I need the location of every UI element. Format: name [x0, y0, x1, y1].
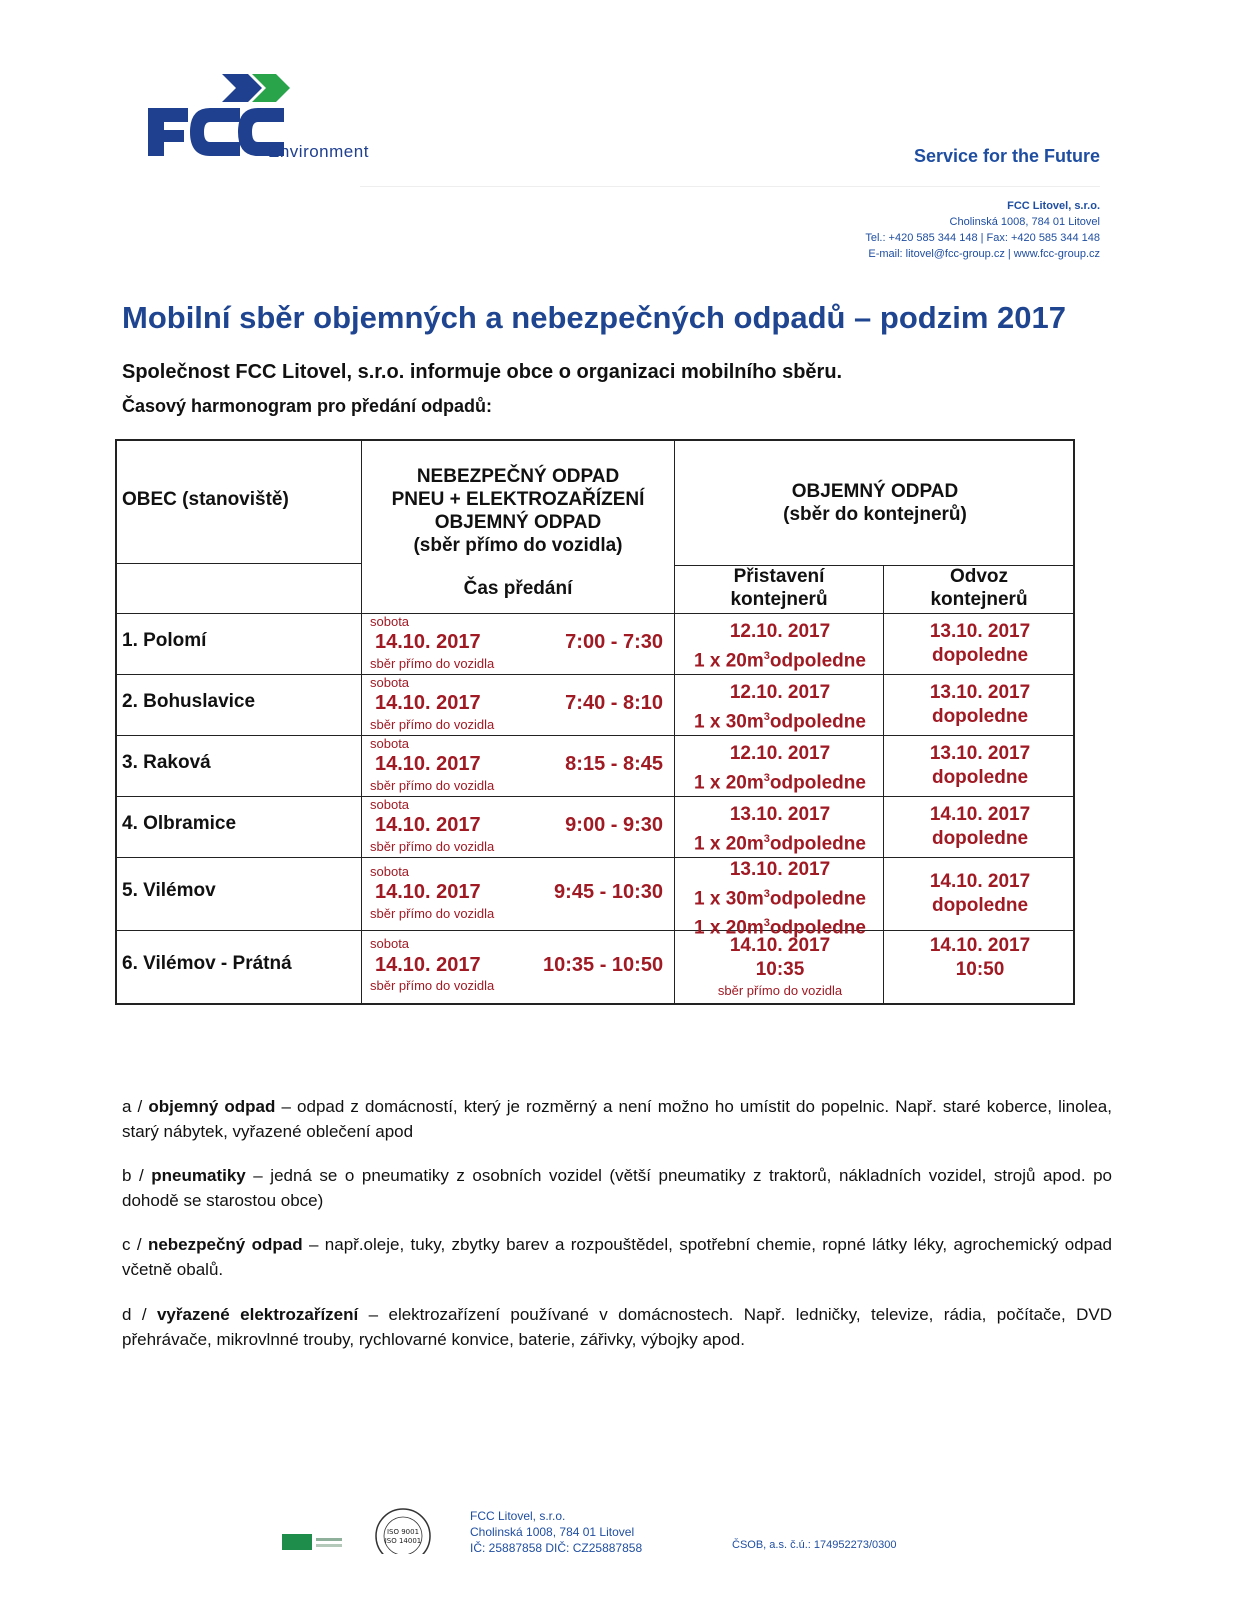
- header-bulky-l1: OBJEMNÝ ODPAD: [791, 481, 959, 502]
- row-placement: [675, 681, 885, 734]
- footnote-tyres: [122, 1163, 1112, 1213]
- volume-when: odpoledne: [769, 917, 866, 939]
- contact-address: Cholinská 1008, 784 01 Litovel: [949, 216, 1100, 228]
- placement-date: 13.10. 2017: [729, 859, 831, 880]
- row-time: 7:40 - 8:10: [565, 692, 663, 714]
- row-divider: [115, 796, 1075, 797]
- row-day: sobota: [370, 797, 410, 812]
- row-time: 9:45 - 10:30: [554, 881, 663, 903]
- footer-bank: ČSOB, a.s. č.ú.: 174952273/0300: [732, 1539, 897, 1551]
- volume-when: odpoledne: [769, 650, 866, 672]
- row-date: 14.10. 2017: [375, 881, 481, 903]
- placement-date: 12.10. 2017: [729, 682, 831, 703]
- certification-badge: [282, 1534, 344, 1550]
- row-day: sobota: [370, 675, 410, 690]
- header-obec: OBEC (stanoviště): [122, 489, 289, 510]
- placement-time: 10:35: [755, 959, 805, 980]
- removal-date: 14.10. 2017: [929, 871, 1031, 892]
- row-day: sobota: [370, 864, 410, 879]
- contact-email: E-mail: litovel@fcc-group.cz | www.fcc-group.cz: [868, 248, 1100, 260]
- volume-when: odpoledne: [769, 711, 866, 733]
- row-note: sběr přímo do vozidla: [370, 717, 495, 732]
- row-divider: [115, 930, 1075, 931]
- row-removal: [885, 803, 1075, 851]
- row-removal: [885, 681, 1075, 729]
- header-hazardous-l2: PNEU + ELEKTROZAŘÍZENÍ: [391, 489, 645, 510]
- row-obec: 3. Raková: [122, 752, 211, 773]
- table-border: [115, 439, 117, 1005]
- row-date: 14.10. 2017: [375, 954, 481, 976]
- row-note: sběr přímo do vozidla: [370, 906, 495, 921]
- table-border: [115, 1003, 1075, 1005]
- volume-when: odpoledne: [769, 888, 866, 910]
- row-time: 7:00 - 7:30: [565, 631, 663, 653]
- footnote-prefix: a /: [122, 1097, 149, 1116]
- removal-time: 10:50: [955, 959, 1005, 980]
- header-hazardous-l3: OBJEMNÝ ODPAD: [434, 512, 602, 533]
- subheader-placement-l2: kontejnerů: [730, 589, 828, 610]
- placement-volume: [675, 766, 885, 795]
- volume-text: 1 x 30m: [694, 711, 764, 733]
- placement-date: 13.10. 2017: [729, 804, 831, 825]
- header-divider: [360, 186, 1100, 187]
- subheader-removal-l1: Odvoz: [949, 566, 1009, 587]
- row-placement: [675, 803, 885, 856]
- iso-seal-icon: [373, 1506, 433, 1554]
- volume-sup: 3: [763, 888, 770, 900]
- row-divider: [115, 563, 361, 564]
- row-time: 9:00 - 9:30: [565, 814, 663, 836]
- subheader-placement: [675, 565, 883, 611]
- volume-when: odpoledne: [769, 833, 866, 855]
- removal-when: dopoledne: [931, 828, 1029, 849]
- row-day: sobota: [370, 736, 410, 751]
- volume-text: 1 x 20m: [694, 650, 764, 672]
- removal-date: 13.10. 2017: [929, 621, 1031, 642]
- row-placement: [675, 934, 885, 1000]
- volume-sup: 3: [763, 772, 770, 784]
- page-title: Mobilní sběr objemných a nebezpečných odpadů – podzim 2017: [122, 300, 1066, 335]
- placement-volume: [675, 705, 885, 734]
- volume-text: 1 x 20m: [694, 833, 764, 855]
- removal-date: 13.10. 2017: [929, 743, 1031, 764]
- placement-volume: [675, 882, 885, 911]
- row-divider: [115, 613, 1075, 614]
- row-date: 14.10. 2017: [375, 814, 481, 836]
- row-note: sběr přímo do vozidla: [370, 839, 495, 854]
- row-note: sběr přímo do vozidla: [370, 656, 495, 671]
- removal-date: 14.10. 2017: [929, 804, 1031, 825]
- header-bulky-l2: (sběr do kontejnerů): [783, 504, 967, 525]
- row-obec: 5. Vilémov: [122, 880, 216, 901]
- footnote-prefix: d /: [122, 1305, 157, 1324]
- contact-company: FCC Litovel, s.r.o.: [1007, 200, 1100, 212]
- iso-seal-line2: ISO 14001: [384, 1537, 422, 1545]
- header-hazardous: [362, 465, 674, 557]
- subheader-time: Čas předání: [463, 578, 573, 599]
- footnote-text: – elektrozařízení používané v domácnostech. Např. ledničky, televize, rádia, počítače, DVD přehrávače, mikrovlnné trouby, rychlovarné konvice, baterie, zářivky, výbojky apod.: [122, 1305, 1112, 1349]
- row-obec: 1. Polomí: [122, 630, 207, 651]
- placement-note: sběr přímo do vozidla: [717, 983, 843, 998]
- subheader-removal-l2: kontejnerů: [930, 589, 1028, 610]
- row-divider: [115, 735, 1075, 736]
- badge-icon: [282, 1534, 344, 1550]
- footnote-term: vyřazené elektrozařízení: [156, 1305, 359, 1324]
- placement-date: 14.10. 2017: [729, 935, 831, 956]
- tagline: Service for the Future: [913, 146, 1100, 166]
- row-obec: 2. Bohuslavice: [122, 691, 256, 712]
- subheader-placement-l1: Přistavení: [733, 566, 825, 587]
- footnote-electro: [122, 1302, 1112, 1352]
- footnote-bulky: [122, 1094, 1112, 1144]
- row-date: 14.10. 2017: [375, 753, 481, 775]
- footnote-term: nebezpečný odpad: [147, 1235, 303, 1254]
- row-divider: [115, 674, 1075, 675]
- schedule-caption: Časový harmonogram pro předání odpadů:: [122, 396, 493, 416]
- iso-seal: [373, 1506, 433, 1554]
- iso-seal-line1: ISO 9001: [386, 1528, 420, 1536]
- row-removal: [885, 742, 1075, 790]
- row-placement: [675, 620, 885, 673]
- removal-when: dopoledne: [931, 767, 1029, 788]
- placement-volume: [675, 644, 885, 673]
- removal-when: dopoledne: [931, 645, 1029, 666]
- volume-sup: 3: [763, 711, 770, 723]
- row-divider: [115, 857, 1075, 858]
- removal-date: 14.10. 2017: [929, 935, 1031, 956]
- volume-sup: 3: [763, 917, 770, 930]
- header-hazardous-l4: (sběr přímo do vozidla): [413, 535, 623, 556]
- footer-address: [470, 1508, 642, 1556]
- row-removal: [885, 934, 1075, 982]
- footer-company: FCC Litovel, s.r.o.: [470, 1509, 566, 1523]
- brand-word: Environment: [268, 142, 369, 161]
- intro-text: Společnost FCC Litovel, s.r.o. informuje obce o organizaci mobilního sběru.: [122, 361, 843, 383]
- removal-date: 13.10. 2017: [929, 682, 1031, 703]
- volume-text: 1 x 20m: [694, 772, 764, 794]
- row-time: 10:35 - 10:50: [543, 954, 664, 976]
- volume-sup: 3: [763, 650, 770, 662]
- row-removal: [885, 870, 1075, 918]
- row-obec: 4. Olbramice: [122, 813, 237, 834]
- row-day: sobota: [370, 936, 410, 951]
- footnote-text: – např.oleje, tuky, zbytky barev a rozpouštědel, spotřební chemie, ropné látky léky, agrochemický odpad včetně obalů.: [122, 1235, 1113, 1279]
- row-day: sobota: [370, 614, 410, 629]
- volume-when: odpoledne: [769, 772, 866, 794]
- row-removal: [885, 620, 1075, 668]
- footnote-term: pneumatiky: [151, 1166, 246, 1185]
- row-obec: 6. Vilémov - Prátná: [122, 953, 292, 974]
- row-date: 14.10. 2017: [375, 631, 481, 653]
- contact-block: [640, 198, 1100, 262]
- volume-text: 1 x 20m: [694, 917, 764, 939]
- footnote-prefix: b /: [122, 1166, 152, 1185]
- footer-ids: IČ: 25887858 DIČ: CZ25887858: [470, 1541, 643, 1555]
- header-bulky: [675, 480, 1075, 526]
- placement-date: 12.10. 2017: [729, 621, 831, 642]
- footer-street: Cholinská 1008, 784 01 Litovel: [470, 1525, 635, 1539]
- subheader-removal: [884, 565, 1074, 611]
- row-note: sběr přímo do vozidla: [370, 778, 495, 793]
- row-date: 14.10. 2017: [375, 692, 481, 714]
- footnote-prefix: c /: [122, 1235, 148, 1254]
- removal-when: dopoledne: [931, 895, 1029, 916]
- table-border: [115, 439, 1075, 441]
- volume-text: 1 x 30m: [694, 888, 764, 910]
- footnote-term: objemný odpad: [148, 1097, 276, 1116]
- footnote-hazardous: [122, 1232, 1112, 1282]
- row-placement: [675, 742, 885, 795]
- contact-phone: Tel.: +420 585 344 148 | Fax: +420 585 344 148: [865, 232, 1100, 244]
- placement-date: 12.10. 2017: [729, 743, 831, 764]
- removal-when: dopoledne: [931, 706, 1029, 727]
- row-note: sběr přímo do vozidla: [370, 978, 495, 993]
- row-placement: [675, 858, 885, 941]
- footnote-text: – jedná se o pneumatiky z osobních vozidel (větší pneumatiky z traktorů, nákladních vozidel, strojů apod. po dohodě se starostou obce): [122, 1166, 1113, 1210]
- header-hazardous-l1: NEBEZPEČNÝ ODPAD: [416, 466, 620, 487]
- placement-volume: [675, 827, 885, 856]
- footnote-text: – odpad z domácností, který je rozměrný a není možno ho umístit do popelnic. Např. staré koberce, linolea, starý nábytek, vyřazené oblečení apod: [122, 1097, 1112, 1141]
- volume-sup: 3: [763, 833, 770, 845]
- schedule-table: [115, 439, 1075, 1005]
- row-time: 8:15 - 8:45: [565, 753, 663, 775]
- fcc-logo: [148, 72, 398, 168]
